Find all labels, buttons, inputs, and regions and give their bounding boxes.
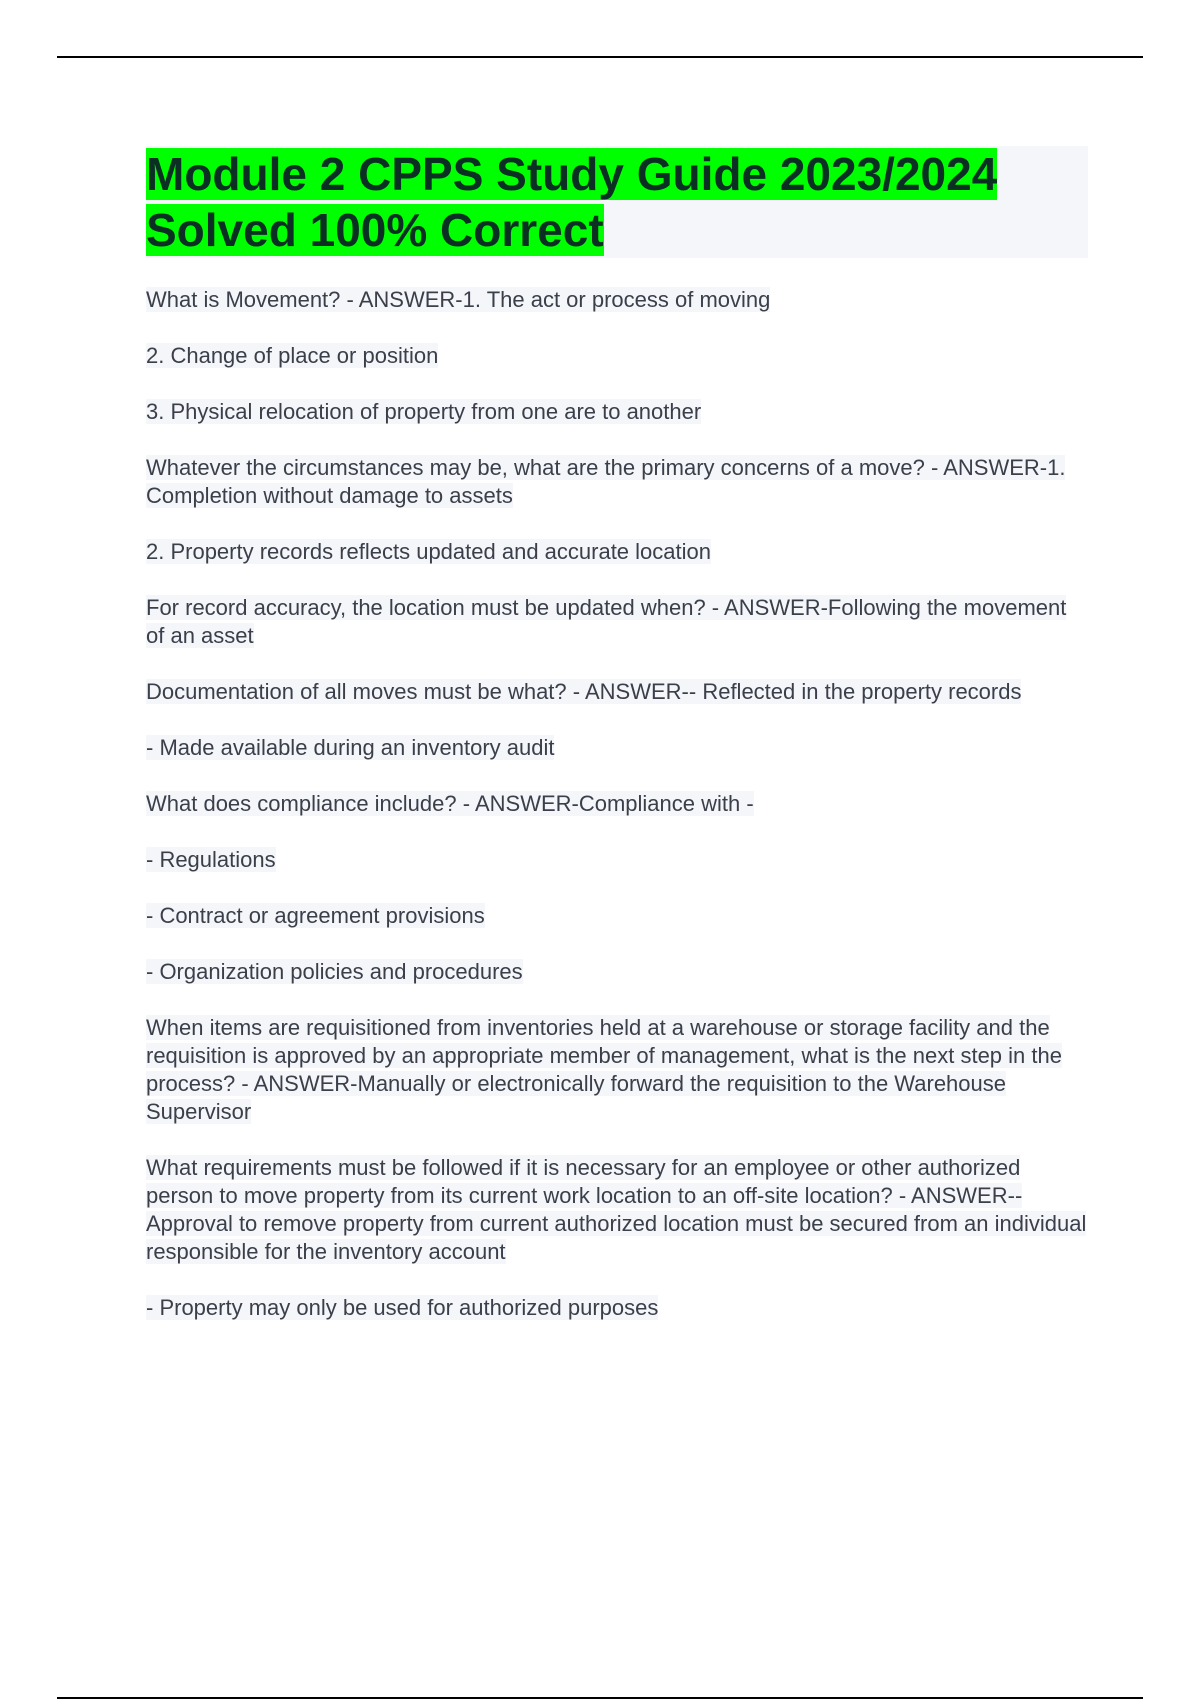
- paragraph-1-text: What is Movement? - ANSWER-1. The act or process of moving: [146, 287, 771, 312]
- paragraph-8-text: - Made available during an inventory audit: [146, 735, 555, 760]
- paragraph-1: [146, 286, 1088, 314]
- paragraph-5: [146, 538, 1088, 566]
- document-title-text: Module 2 CPPS Study Guide 2023/2024 Solved 100% Correct: [146, 148, 998, 256]
- paragraph-9-text: What does compliance include? - ANSWER-Compliance with -: [146, 791, 754, 816]
- paragraph-14-text: What requirements must be followed if it is necessary for an employee or other authorized person to move property from its current work location to an off-site location? - ANSWER-- Approval to remove property from current authorized location must be secured from an individual responsible for the inventory account: [146, 1155, 1087, 1264]
- paragraph-12: [146, 958, 1088, 986]
- document-body: [146, 146, 1088, 1350]
- paragraph-6-text: For record accuracy, the location must be updated when? - ANSWER-Following the movement of an asset: [146, 595, 1067, 648]
- paragraph-14: [146, 1154, 1088, 1266]
- paragraph-11: [146, 902, 1088, 930]
- paragraph-10: [146, 846, 1088, 874]
- header-rule: [57, 56, 1143, 58]
- paragraph-6: [146, 594, 1088, 650]
- paragraph-3-text: 3. Physical relocation of property from one are to another: [146, 399, 702, 424]
- paragraph-4-text: Whatever the circumstances may be, what are the primary concerns of a move? - ANSWER-1. Completion without damage to assets: [146, 455, 1066, 508]
- paragraph-2-text: 2. Change of place or position: [146, 343, 439, 368]
- title-block: [146, 146, 1088, 258]
- paragraph-2: [146, 342, 1088, 370]
- footer-rule: [57, 1697, 1143, 1699]
- paragraph-7-text: Documentation of all moves must be what? - ANSWER-- Reflected in the property records: [146, 679, 1022, 704]
- paragraph-13-text: When items are requisitioned from inventories held at a warehouse or storage facility and the requisition is approved by an appropriate member of management, what is the next step in the process? - ANSWER-Manually or electronically forward the requisition to the Warehouse Supervisor: [146, 1015, 1062, 1124]
- paragraph-5-text: 2. Property records reflects updated and accurate location: [146, 539, 711, 564]
- paragraph-4: [146, 454, 1088, 510]
- paragraph-11-text: - Contract or agreement provisions: [146, 903, 485, 928]
- paragraph-15: [146, 1294, 1088, 1322]
- paragraph-3: [146, 398, 1088, 426]
- paragraph-9: [146, 790, 1088, 818]
- document-title: [146, 146, 1066, 258]
- paragraph-7: [146, 678, 1088, 706]
- paragraph-8: [146, 734, 1088, 762]
- paragraph-15-text: - Property may only be used for authorized purposes: [146, 1295, 659, 1320]
- paragraph-13: [146, 1014, 1088, 1126]
- paragraph-10-text: - Regulations: [146, 847, 276, 872]
- paragraph-12-text: - Organization policies and procedures: [146, 959, 523, 984]
